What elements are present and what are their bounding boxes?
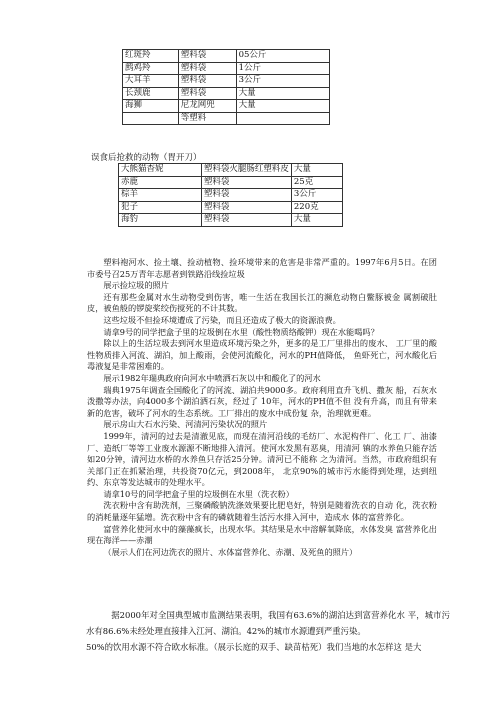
- table-cell: 红斑羚: [123, 50, 179, 63]
- table-row: [119, 176, 343, 189]
- table-cell: 3公斤: [236, 75, 329, 88]
- table-cell: 塑料袋: [201, 214, 291, 227]
- paragraph: 1999年，清河的过去是清澈见底，而现在清河沿线的毛纺厂、水泥构件厂、化工 厂、油漆厂、造纸厂等等工业废水源源不断地排入清河。使河水发黑有恶臭，用清河 镇的水养鱼只能存活如20分钟，清河边水桥的水养鱼只存活25分钟。清河已不能称 之为清河。当然，市政府组织有关部门正在抓紧治理，共投资70亿元，到2008年， 北京90%的城市污水能得到处理，达到纽约、东京等发达城市的处理水平。: [87, 430, 437, 488]
- paragraph: 请拿9号的同学把盒子里的垃圾倒在水里（酸性物质络酸钾）现在水能喝吗？: [103, 326, 379, 337]
- table-cell: [236, 112, 329, 125]
- table-cell: 海豹: [119, 214, 202, 227]
- table-cell: 塑料袋: [178, 50, 236, 63]
- body-text: [87, 257, 437, 558]
- table-cell: 1公斤: [236, 62, 329, 75]
- table-cell: 塑料袋: [178, 87, 236, 100]
- table-cell: 等塑料: [178, 112, 236, 125]
- paragraph: 洗衣粉中含有助洗剂，三聚磷酸钠洗涤效果要比肥皂好，特别是随着洗衣的自动 化，洗衣粉的消耗量逐年猛增。洗衣粉中含有的磷就随着生活污水排入河中，造成水 体的富营养化。: [87, 500, 437, 523]
- table-cell: 大量: [236, 100, 329, 113]
- table-cell: 塑料袋: [201, 176, 291, 189]
- lost-animals-table: [122, 49, 330, 125]
- paragraph: 据2000年对全国典型城市监测结果表明，我国有63.6%的湖泊达到富营养化水 平，城市污水有86.6%未经处理直接排入江河、湖泊。42%的城市水源遭到严重污染。: [86, 610, 450, 636]
- table-row: [119, 201, 343, 214]
- paragraph: 瑞典1975年调查全国酸化了的河流、湖泊共9000多。政府利用直升飞机、撒灰 船，石灰水泼撒等办法，向4000多个湖泊洒石灰，经过了 10年，河水的PH值不但 没有升高，而且有带来新的危害，破坏了河水的生态系统。工厂排出的废水中成份复 杂，治理就更难。: [87, 384, 437, 418]
- table-row: [123, 87, 330, 100]
- rescued-animals-table: [118, 163, 343, 227]
- table-cell: 大耳羊: [123, 75, 179, 88]
- table-cell: 赤鹿: [119, 176, 202, 189]
- paragraph: 展示捡垃圾的照片: [103, 280, 169, 291]
- table-row: [123, 112, 330, 125]
- paragraph: （展示人们在河边洗衣的照片、水体富营养化、赤潮、及死鱼的照片）: [103, 546, 358, 557]
- table-cell: 长颈鹿: [123, 87, 179, 100]
- table-cell: [123, 112, 179, 125]
- paragraph: 这些垃圾不但捡环境遭成了污染，而且还造成了极大的资源浪费。: [103, 314, 341, 325]
- table-cell: 大量: [291, 214, 342, 227]
- table-row: [119, 214, 343, 227]
- table-cell: 海狮: [123, 100, 179, 113]
- paragraph: 展示1982年瑞典政府向河水中喷洒石灰以中和酸化了的河水: [103, 372, 321, 383]
- table-cell: 大熊猫杳妮: [119, 164, 202, 177]
- table-cell: 塑料袋: [201, 189, 291, 202]
- table-cell: 鹧鸡羚: [123, 62, 179, 75]
- paragraph: 50%的饮用水源不符合欧水标准。（展示长庭的双手、缺苗枯死）我们当地的水怎样这 是大: [86, 641, 422, 652]
- table-cell: 尼龙网兜: [178, 100, 236, 113]
- table-row: [123, 50, 330, 63]
- table-row: [119, 164, 343, 177]
- paragraph: 富营养化使河水中的藻藻疯长，出现水华。其结果是水中溶解氧降底，水体发臭 富营养化出现在海洋——赤潮: [87, 523, 437, 546]
- table-row: [123, 62, 330, 75]
- table-cell: 棕羊: [119, 189, 202, 202]
- paragraph: 除以上的生活垃圾去到河水里造成环境污染之外，更多的是工厂里排出的废水、 工厂里的酸性物质排入河流、湖泊，加上酸雨，会使河流酸化，河水的PH值降低， 鱼虾死亡，河水酸化后毒液复是非常困难的。: [87, 338, 437, 372]
- table-row: [119, 189, 343, 202]
- table-row: [123, 75, 330, 88]
- table-cell: 犯子: [119, 201, 202, 214]
- table-row: [123, 100, 330, 113]
- paragraph: 还有那些金属对水生动物受到伤害，唯一生活在我国长江的濒危动物白鳖豚被金 属割破肚皮，被鱼般的锣旋桨绞伤搅死的不计其数。: [87, 291, 437, 314]
- table-cell: 3公斤: [291, 189, 342, 202]
- table-cell: 05公斤: [236, 50, 329, 63]
- table-cell: 大量: [291, 164, 342, 177]
- paragraph: 展示房山大石水污染、河清河污染状况的照片: [103, 419, 268, 430]
- table-cell: 220克: [291, 201, 342, 214]
- body-text-bottom: [86, 608, 450, 655]
- table-cell: 塑料袋: [178, 75, 236, 88]
- table-cell: 塑料袋火腿肠红塑料皮: [201, 164, 291, 177]
- table-cell: 大量: [236, 87, 329, 100]
- paragraph: 塑料袍河水、捡土壤、捡动植物、捡环境带来的危害是非常严重的。1997年6月5日。在团市委号召25万青年志愿者到铁路沿线捡垃圾: [87, 257, 437, 279]
- table-cell: 25克: [291, 176, 342, 189]
- table-cell: 塑料袋: [178, 62, 236, 75]
- paragraph: 请拿10号的同学把盒子里的垃圾倒在水里（洗衣粉）: [103, 488, 294, 499]
- table-cell: 塑料袋: [201, 201, 291, 214]
- table2-caption: 误食后抢救的动物（胃开刀）: [91, 153, 202, 163]
